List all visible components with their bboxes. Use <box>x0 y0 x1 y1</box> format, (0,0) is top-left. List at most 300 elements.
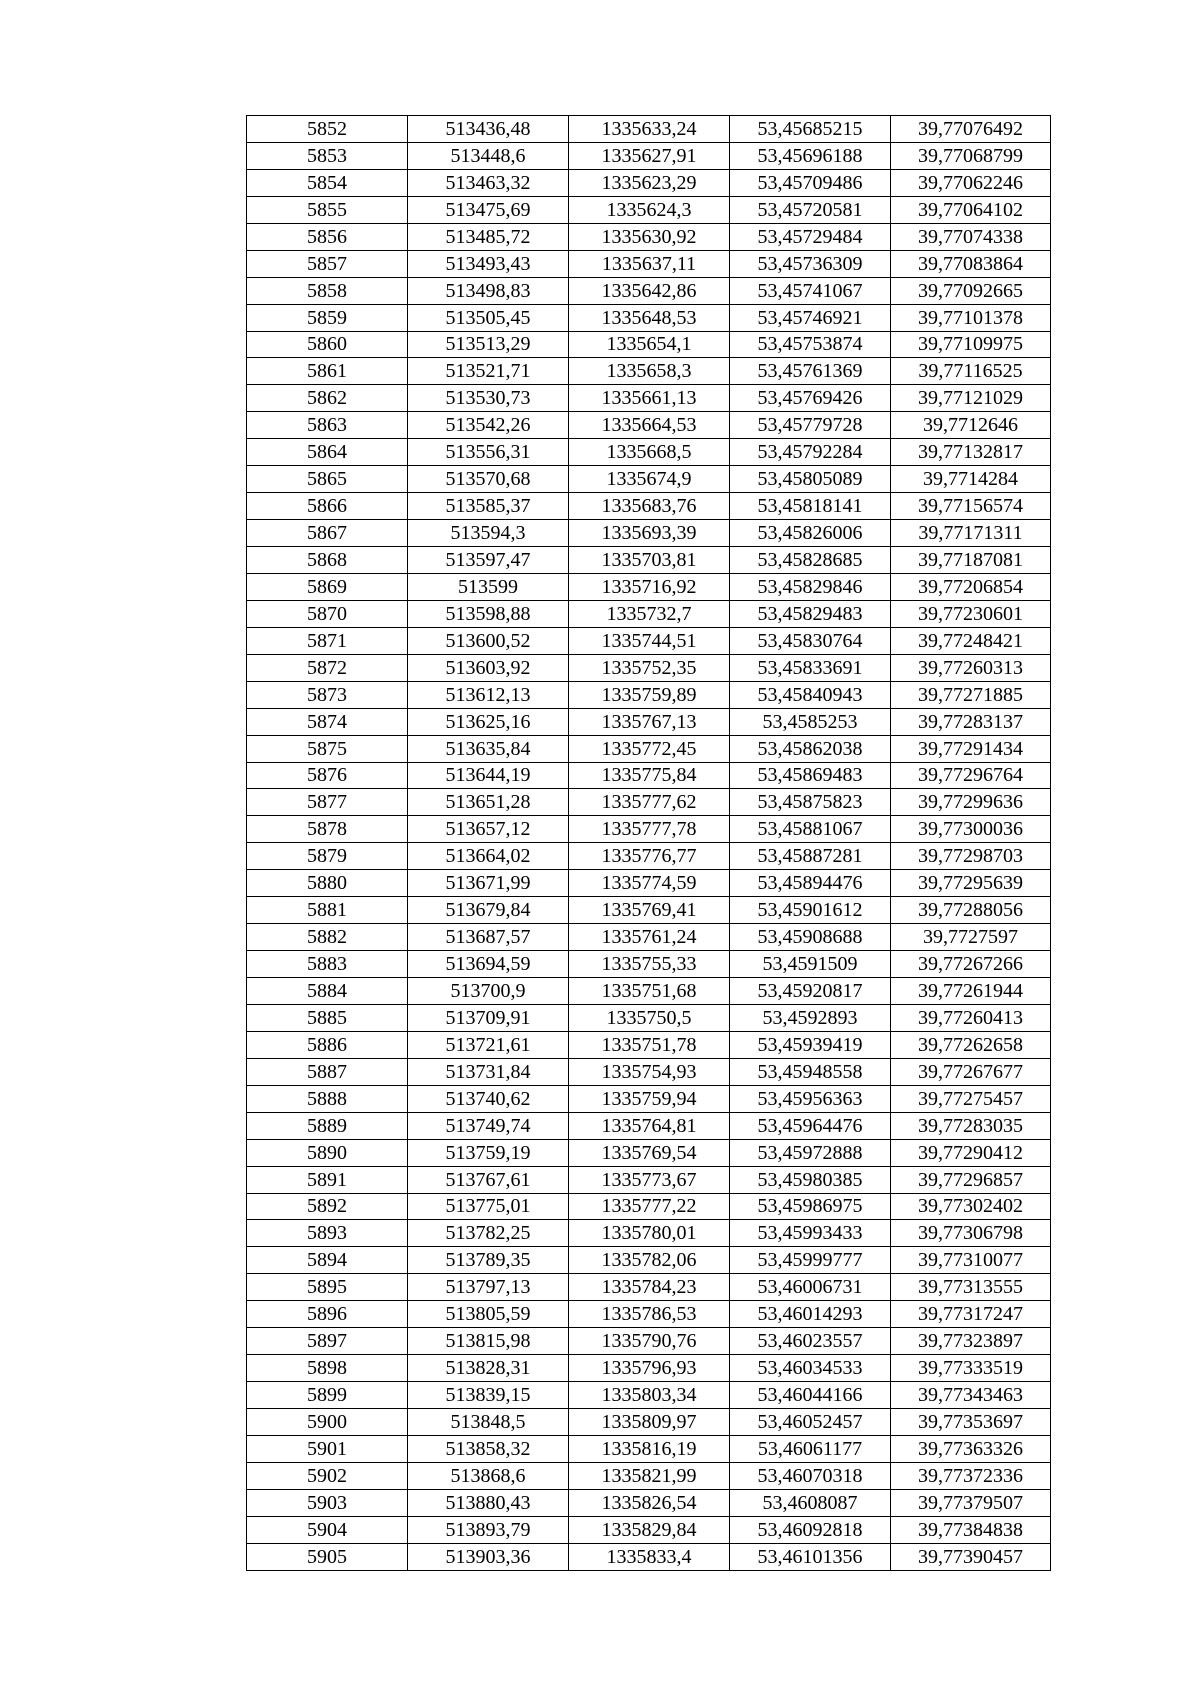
table-row <box>247 358 1051 385</box>
coord-x-cell: 513805,59 <box>408 1301 569 1328</box>
longitude-cell: 39,77062246 <box>891 169 1051 196</box>
table-row <box>247 951 1051 978</box>
point-number-cell: 5900 <box>247 1409 408 1436</box>
table-row <box>247 843 1051 870</box>
coord-x-cell: 513597,47 <box>408 547 569 574</box>
coord-y-cell: 1335777,78 <box>569 816 730 843</box>
coord-x-cell: 513694,59 <box>408 951 569 978</box>
coord-y-cell: 1335759,89 <box>569 681 730 708</box>
coord-y-cell: 1335784,23 <box>569 1274 730 1301</box>
coord-y-cell: 1335654,1 <box>569 331 730 358</box>
latitude-cell: 53,45720581 <box>730 196 891 223</box>
table-row <box>247 1355 1051 1382</box>
longitude-cell: 39,77310077 <box>891 1247 1051 1274</box>
table-row <box>247 654 1051 681</box>
table-row <box>247 1382 1051 1409</box>
longitude-cell: 39,77302402 <box>891 1193 1051 1220</box>
coord-y-cell: 1335790,76 <box>569 1328 730 1355</box>
point-number-cell: 5884 <box>247 978 408 1005</box>
table-row <box>247 1220 1051 1247</box>
coord-y-cell: 1335816,19 <box>569 1435 730 1462</box>
table-row <box>247 1435 1051 1462</box>
coord-y-cell: 1335780,01 <box>569 1220 730 1247</box>
coord-y-cell: 1335693,39 <box>569 520 730 547</box>
longitude-cell: 39,77271885 <box>891 681 1051 708</box>
coord-x-cell: 513603,92 <box>408 654 569 681</box>
longitude-cell: 39,77317247 <box>891 1301 1051 1328</box>
point-number-cell: 5904 <box>247 1516 408 1543</box>
table-row <box>247 196 1051 223</box>
table-row <box>247 735 1051 762</box>
longitude-cell: 39,7727597 <box>891 924 1051 951</box>
coord-y-cell: 1335637,11 <box>569 250 730 277</box>
point-number-cell: 5855 <box>247 196 408 223</box>
longitude-cell: 39,77323897 <box>891 1328 1051 1355</box>
point-number-cell: 5865 <box>247 466 408 493</box>
point-number-cell: 5854 <box>247 169 408 196</box>
coord-y-cell: 1335716,92 <box>569 573 730 600</box>
table-row <box>247 573 1051 600</box>
longitude-cell: 39,77267677 <box>891 1058 1051 1085</box>
latitude-cell: 53,4591509 <box>730 951 891 978</box>
table-row <box>247 1166 1051 1193</box>
table-row <box>247 870 1051 897</box>
table-row <box>247 1004 1051 1031</box>
latitude-cell: 53,45761369 <box>730 358 891 385</box>
coord-x-cell: 513600,52 <box>408 627 569 654</box>
longitude-cell: 39,77372336 <box>891 1462 1051 1489</box>
longitude-cell: 39,77076492 <box>891 116 1051 143</box>
coord-y-cell: 1335642,86 <box>569 277 730 304</box>
latitude-cell: 53,45920817 <box>730 978 891 1005</box>
point-number-cell: 5872 <box>247 654 408 681</box>
point-number-cell: 5860 <box>247 331 408 358</box>
coord-x-cell: 513749,74 <box>408 1112 569 1139</box>
table-row <box>247 924 1051 951</box>
table-row <box>247 600 1051 627</box>
point-number-cell: 5856 <box>247 223 408 250</box>
coord-x-cell: 513767,61 <box>408 1166 569 1193</box>
coord-x-cell: 513594,3 <box>408 520 569 547</box>
table-row <box>247 520 1051 547</box>
coord-x-cell: 513585,37 <box>408 493 569 520</box>
coord-x-cell: 513463,32 <box>408 169 569 196</box>
longitude-cell: 39,7712646 <box>891 412 1051 439</box>
latitude-cell: 53,46006731 <box>730 1274 891 1301</box>
coord-y-cell: 1335772,45 <box>569 735 730 762</box>
point-number-cell: 5890 <box>247 1139 408 1166</box>
table-row <box>247 1139 1051 1166</box>
latitude-cell: 53,45729484 <box>730 223 891 250</box>
point-number-cell: 5875 <box>247 735 408 762</box>
table-row <box>247 1247 1051 1274</box>
point-number-cell: 5881 <box>247 897 408 924</box>
point-number-cell: 5901 <box>247 1435 408 1462</box>
coord-y-cell: 1335803,34 <box>569 1382 730 1409</box>
coord-y-cell: 1335776,77 <box>569 843 730 870</box>
coord-x-cell: 513789,35 <box>408 1247 569 1274</box>
coord-y-cell: 1335744,51 <box>569 627 730 654</box>
table-row <box>247 1085 1051 1112</box>
coord-x-cell: 513485,72 <box>408 223 569 250</box>
table-row <box>247 1328 1051 1355</box>
longitude-cell: 39,77156574 <box>891 493 1051 520</box>
point-number-cell: 5882 <box>247 924 408 951</box>
table-row <box>247 1274 1051 1301</box>
point-number-cell: 5878 <box>247 816 408 843</box>
latitude-cell: 53,45999777 <box>730 1247 891 1274</box>
point-number-cell: 5870 <box>247 600 408 627</box>
coord-y-cell: 1335829,84 <box>569 1516 730 1543</box>
point-number-cell: 5862 <box>247 385 408 412</box>
coord-x-cell: 513700,9 <box>408 978 569 1005</box>
point-number-cell: 5902 <box>247 1462 408 1489</box>
point-number-cell: 5876 <box>247 762 408 789</box>
coord-y-cell: 1335826,54 <box>569 1489 730 1516</box>
table-row <box>247 1112 1051 1139</box>
longitude-cell: 39,77248421 <box>891 627 1051 654</box>
point-number-cell: 5853 <box>247 142 408 169</box>
latitude-cell: 53,46101356 <box>730 1543 891 1570</box>
table-row <box>247 1462 1051 1489</box>
longitude-cell: 39,77283035 <box>891 1112 1051 1139</box>
coord-x-cell: 513612,13 <box>408 681 569 708</box>
coord-x-cell: 513868,6 <box>408 1462 569 1489</box>
point-number-cell: 5864 <box>247 439 408 466</box>
coord-x-cell: 513448,6 <box>408 142 569 169</box>
latitude-cell: 53,46014293 <box>730 1301 891 1328</box>
latitude-cell: 53,45908688 <box>730 924 891 951</box>
latitude-cell: 53,45709486 <box>730 169 891 196</box>
longitude-cell: 39,77379507 <box>891 1489 1051 1516</box>
point-number-cell: 5894 <box>247 1247 408 1274</box>
coord-x-cell: 513493,43 <box>408 250 569 277</box>
latitude-cell: 53,45869483 <box>730 762 891 789</box>
longitude-cell: 39,77083864 <box>891 250 1051 277</box>
coord-y-cell: 1335664,53 <box>569 412 730 439</box>
longitude-cell: 39,77187081 <box>891 547 1051 574</box>
point-number-cell: 5867 <box>247 520 408 547</box>
point-number-cell: 5887 <box>247 1058 408 1085</box>
coord-y-cell: 1335674,9 <box>569 466 730 493</box>
table-row <box>247 169 1051 196</box>
point-number-cell: 5893 <box>247 1220 408 1247</box>
coord-y-cell: 1335777,62 <box>569 789 730 816</box>
latitude-cell: 53,4608087 <box>730 1489 891 1516</box>
point-number-cell: 5903 <box>247 1489 408 1516</box>
point-number-cell: 5889 <box>247 1112 408 1139</box>
point-number-cell: 5897 <box>247 1328 408 1355</box>
longitude-cell: 39,77298703 <box>891 843 1051 870</box>
longitude-cell: 39,77290412 <box>891 1139 1051 1166</box>
longitude-cell: 39,77296857 <box>891 1166 1051 1193</box>
point-number-cell: 5871 <box>247 627 408 654</box>
point-number-cell: 5863 <box>247 412 408 439</box>
longitude-cell: 39,77101378 <box>891 304 1051 331</box>
coord-y-cell: 1335777,22 <box>569 1193 730 1220</box>
latitude-cell: 53,45901612 <box>730 897 891 924</box>
table-row <box>247 1409 1051 1436</box>
coord-x-cell: 513635,84 <box>408 735 569 762</box>
coord-x-cell: 513671,99 <box>408 870 569 897</box>
table-row <box>247 1058 1051 1085</box>
table-row <box>247 304 1051 331</box>
table-row <box>247 493 1051 520</box>
coord-y-cell: 1335624,3 <box>569 196 730 223</box>
coord-y-cell: 1335630,92 <box>569 223 730 250</box>
point-number-cell: 5883 <box>247 951 408 978</box>
table-row <box>247 1031 1051 1058</box>
point-number-cell: 5895 <box>247 1274 408 1301</box>
table-row <box>247 547 1051 574</box>
coord-x-cell: 513731,84 <box>408 1058 569 1085</box>
longitude-cell: 39,77092665 <box>891 277 1051 304</box>
coord-x-cell: 513530,73 <box>408 385 569 412</box>
coord-y-cell: 1335627,91 <box>569 142 730 169</box>
coord-y-cell: 1335833,4 <box>569 1543 730 1570</box>
longitude-cell: 39,77313555 <box>891 1274 1051 1301</box>
point-number-cell: 5877 <box>247 789 408 816</box>
coord-y-cell: 1335658,3 <box>569 358 730 385</box>
coord-y-cell: 1335796,93 <box>569 1355 730 1382</box>
longitude-cell: 39,77296764 <box>891 762 1051 789</box>
coord-x-cell: 513839,15 <box>408 1382 569 1409</box>
point-number-cell: 5868 <box>247 547 408 574</box>
coord-x-cell: 513644,19 <box>408 762 569 789</box>
table-row <box>247 708 1051 735</box>
table-row <box>247 1516 1051 1543</box>
coord-x-cell: 513893,79 <box>408 1516 569 1543</box>
latitude-cell: 53,45696188 <box>730 142 891 169</box>
longitude-cell: 39,77260313 <box>891 654 1051 681</box>
coord-y-cell: 1335732,7 <box>569 600 730 627</box>
coord-x-cell: 513657,12 <box>408 816 569 843</box>
table-row <box>247 816 1051 843</box>
latitude-cell: 53,45887281 <box>730 843 891 870</box>
table-row <box>247 385 1051 412</box>
longitude-cell: 39,77300036 <box>891 816 1051 843</box>
coord-y-cell: 1335648,53 <box>569 304 730 331</box>
longitude-cell: 39,77275457 <box>891 1085 1051 1112</box>
latitude-cell: 53,45829483 <box>730 600 891 627</box>
coord-x-cell: 513475,69 <box>408 196 569 223</box>
point-number-cell: 5873 <box>247 681 408 708</box>
point-number-cell: 5885 <box>247 1004 408 1031</box>
latitude-cell: 53,45939419 <box>730 1031 891 1058</box>
point-number-cell: 5879 <box>247 843 408 870</box>
coord-x-cell: 513828,31 <box>408 1355 569 1382</box>
coord-x-cell: 513858,32 <box>408 1435 569 1462</box>
coord-x-cell: 513598,88 <box>408 600 569 627</box>
coord-x-cell: 513709,91 <box>408 1004 569 1031</box>
table-row <box>247 331 1051 358</box>
point-number-cell: 5858 <box>247 277 408 304</box>
latitude-cell: 53,45964476 <box>730 1112 891 1139</box>
coord-y-cell: 1335754,93 <box>569 1058 730 1085</box>
longitude-cell: 39,77262658 <box>891 1031 1051 1058</box>
coord-y-cell: 1335751,68 <box>569 978 730 1005</box>
latitude-cell: 53,4585253 <box>730 708 891 735</box>
coord-x-cell: 513797,13 <box>408 1274 569 1301</box>
longitude-cell: 39,77230601 <box>891 600 1051 627</box>
longitude-cell: 39,77121029 <box>891 385 1051 412</box>
point-number-cell: 5899 <box>247 1382 408 1409</box>
latitude-cell: 53,46052457 <box>730 1409 891 1436</box>
table-row <box>247 789 1051 816</box>
coord-y-cell: 1335633,24 <box>569 116 730 143</box>
latitude-cell: 53,45805089 <box>730 466 891 493</box>
table-row <box>247 897 1051 924</box>
latitude-cell: 53,45980385 <box>730 1166 891 1193</box>
table-row <box>247 277 1051 304</box>
coord-x-cell: 513498,83 <box>408 277 569 304</box>
latitude-cell: 53,45792284 <box>730 439 891 466</box>
point-number-cell: 5898 <box>247 1355 408 1382</box>
latitude-cell: 53,45829846 <box>730 573 891 600</box>
point-number-cell: 5905 <box>247 1543 408 1570</box>
longitude-cell: 39,77132817 <box>891 439 1051 466</box>
table-row <box>247 681 1051 708</box>
coord-x-cell: 513759,19 <box>408 1139 569 1166</box>
latitude-cell: 53,45753874 <box>730 331 891 358</box>
coordinates-table <box>246 115 1051 1571</box>
coord-x-cell: 513815,98 <box>408 1328 569 1355</box>
table-row <box>247 978 1051 1005</box>
latitude-cell: 53,46092818 <box>730 1516 891 1543</box>
point-number-cell: 5869 <box>247 573 408 600</box>
coord-x-cell: 513513,29 <box>408 331 569 358</box>
latitude-cell: 53,45826006 <box>730 520 891 547</box>
longitude-cell: 39,77390457 <box>891 1543 1051 1570</box>
longitude-cell: 39,77306798 <box>891 1220 1051 1247</box>
latitude-cell: 53,45779728 <box>730 412 891 439</box>
coord-x-cell: 513542,26 <box>408 412 569 439</box>
latitude-cell: 53,45993433 <box>730 1220 891 1247</box>
point-number-cell: 5886 <box>247 1031 408 1058</box>
table-row <box>247 439 1051 466</box>
coord-y-cell: 1335809,97 <box>569 1409 730 1436</box>
point-number-cell: 5857 <box>247 250 408 277</box>
coord-x-cell: 513521,71 <box>408 358 569 385</box>
longitude-cell: 39,77206854 <box>891 573 1051 600</box>
coord-y-cell: 1335759,94 <box>569 1085 730 1112</box>
point-number-cell: 5852 <box>247 116 408 143</box>
latitude-cell: 53,45828685 <box>730 547 891 574</box>
coord-x-cell: 513848,5 <box>408 1409 569 1436</box>
point-number-cell: 5866 <box>247 493 408 520</box>
longitude-cell: 39,77291434 <box>891 735 1051 762</box>
coord-y-cell: 1335764,81 <box>569 1112 730 1139</box>
coord-y-cell: 1335786,53 <box>569 1301 730 1328</box>
latitude-cell: 53,45746921 <box>730 304 891 331</box>
coord-y-cell: 1335750,5 <box>569 1004 730 1031</box>
longitude-cell: 39,77064102 <box>891 196 1051 223</box>
latitude-cell: 53,45862038 <box>730 735 891 762</box>
coord-y-cell: 1335773,67 <box>569 1166 730 1193</box>
table-row <box>247 223 1051 250</box>
latitude-cell: 53,45894476 <box>730 870 891 897</box>
table-row <box>247 627 1051 654</box>
point-number-cell: 5892 <box>247 1193 408 1220</box>
latitude-cell: 53,45736309 <box>730 250 891 277</box>
coord-x-cell: 513436,48 <box>408 116 569 143</box>
coord-y-cell: 1335668,5 <box>569 439 730 466</box>
table-row <box>247 142 1051 169</box>
longitude-cell: 39,77116525 <box>891 358 1051 385</box>
coord-y-cell: 1335752,35 <box>569 654 730 681</box>
coord-x-cell: 513903,36 <box>408 1543 569 1570</box>
longitude-cell: 39,77261944 <box>891 978 1051 1005</box>
table-row <box>247 1543 1051 1570</box>
coord-x-cell: 513782,25 <box>408 1220 569 1247</box>
latitude-cell: 53,46034533 <box>730 1355 891 1382</box>
latitude-cell: 53,45875823 <box>730 789 891 816</box>
coord-y-cell: 1335767,13 <box>569 708 730 735</box>
point-number-cell: 5874 <box>247 708 408 735</box>
table-row <box>247 762 1051 789</box>
coord-x-cell: 513664,02 <box>408 843 569 870</box>
coord-y-cell: 1335661,13 <box>569 385 730 412</box>
coord-y-cell: 1335821,99 <box>569 1462 730 1489</box>
coord-y-cell: 1335775,84 <box>569 762 730 789</box>
latitude-cell: 53,46044166 <box>730 1382 891 1409</box>
coord-y-cell: 1335761,24 <box>569 924 730 951</box>
longitude-cell: 39,77343463 <box>891 1382 1051 1409</box>
longitude-cell: 39,77109975 <box>891 331 1051 358</box>
latitude-cell: 53,45948558 <box>730 1058 891 1085</box>
latitude-cell: 53,45830764 <box>730 627 891 654</box>
longitude-cell: 39,77295639 <box>891 870 1051 897</box>
coord-y-cell: 1335769,54 <box>569 1139 730 1166</box>
longitude-cell: 39,77283137 <box>891 708 1051 735</box>
longitude-cell: 39,7714284 <box>891 466 1051 493</box>
longitude-cell: 39,77299636 <box>891 789 1051 816</box>
table-row <box>247 1193 1051 1220</box>
longitude-cell: 39,77267266 <box>891 951 1051 978</box>
coord-x-cell: 513687,57 <box>408 924 569 951</box>
table-row <box>247 250 1051 277</box>
latitude-cell: 53,45840943 <box>730 681 891 708</box>
latitude-cell: 53,45769426 <box>730 385 891 412</box>
coord-x-cell: 513570,68 <box>408 466 569 493</box>
latitude-cell: 53,45685215 <box>730 116 891 143</box>
coord-y-cell: 1335683,76 <box>569 493 730 520</box>
coord-x-cell: 513740,62 <box>408 1085 569 1112</box>
point-number-cell: 5888 <box>247 1085 408 1112</box>
longitude-cell: 39,77353697 <box>891 1409 1051 1436</box>
coord-y-cell: 1335782,06 <box>569 1247 730 1274</box>
coord-y-cell: 1335623,29 <box>569 169 730 196</box>
coord-y-cell: 1335703,81 <box>569 547 730 574</box>
coord-x-cell: 513599 <box>408 573 569 600</box>
table-row <box>247 412 1051 439</box>
table-row <box>247 1301 1051 1328</box>
longitude-cell: 39,77068799 <box>891 142 1051 169</box>
coord-x-cell: 513679,84 <box>408 897 569 924</box>
latitude-cell: 53,45818141 <box>730 493 891 520</box>
coord-y-cell: 1335755,33 <box>569 951 730 978</box>
coord-y-cell: 1335774,59 <box>569 870 730 897</box>
coordinates-table-body <box>247 116 1051 1571</box>
point-number-cell: 5891 <box>247 1166 408 1193</box>
point-number-cell: 5859 <box>247 304 408 331</box>
latitude-cell: 53,46061177 <box>730 1435 891 1462</box>
coord-x-cell: 513505,45 <box>408 304 569 331</box>
table-row <box>247 116 1051 143</box>
coord-x-cell: 513625,16 <box>408 708 569 735</box>
coord-x-cell: 513556,31 <box>408 439 569 466</box>
table-row <box>247 466 1051 493</box>
